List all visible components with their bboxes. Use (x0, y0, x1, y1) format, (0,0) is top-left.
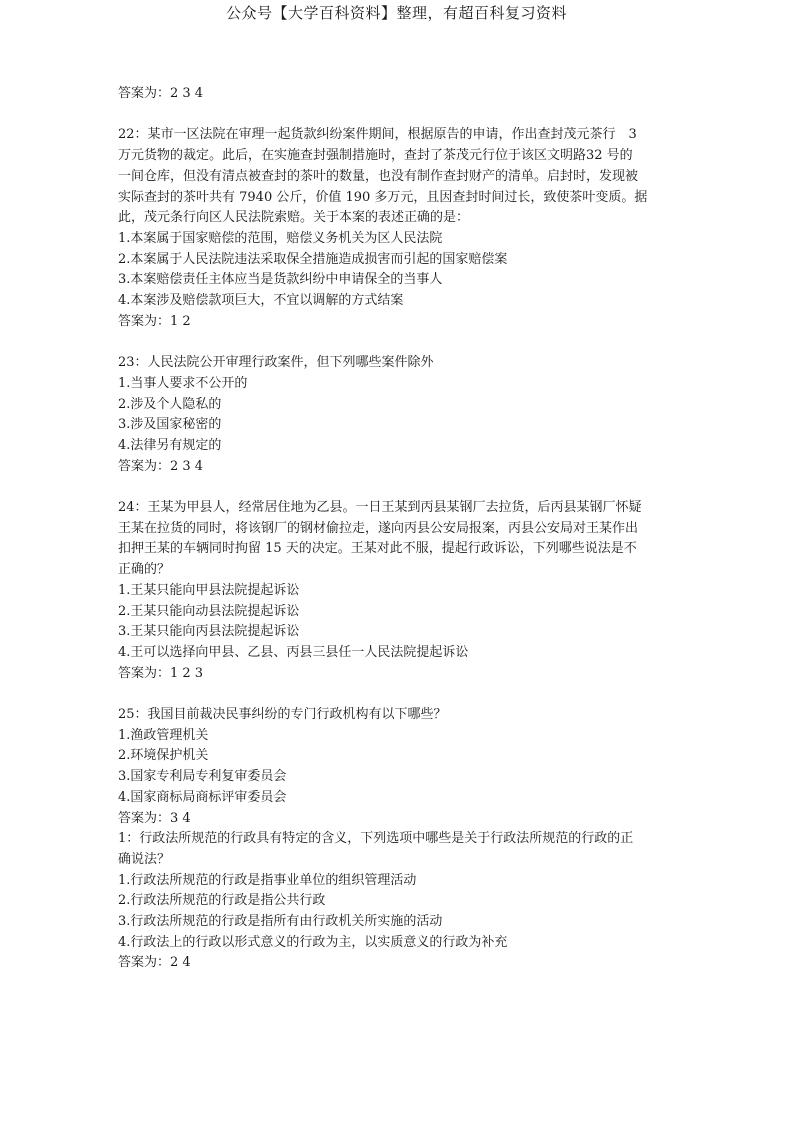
question-text: 23：人民法院公开审理行政案件，但下列哪些案件除外 (118, 355, 434, 371)
answer-line: 答案为：1 2 3 (118, 665, 204, 681)
option-3: 3.行政法所规范的行政是指所有由行政机关所实施的活动 (118, 914, 443, 930)
answer-line: 答案为：2 4 (118, 955, 191, 971)
question-text: 万元货物的裁定。此后，在实施查封强制措施时，查封了茶茂元行位于该区文明路32 号的 (118, 148, 633, 164)
document-body (118, 84, 683, 974)
question-1 (118, 829, 683, 974)
option-1: 1.本案属于国家赔偿的范围，赔偿义务机关为区人民法院 (118, 230, 443, 246)
question-text: 此，茂元条行向区人民法院索赔。关于本案的表述正确的是： (118, 210, 470, 226)
option-4: 4.法律另有规定的 (118, 437, 222, 453)
option-2: 2.行政法所规范的行政是指公共行政 (118, 893, 326, 909)
question-text: 扣押王某的车辆同时拘留 15 天的决定。王某对此不服，提起行政诉讼，下列哪些说法是不 (118, 541, 637, 557)
question-text: 25：我国目前裁决民事纠纷的专门行政机构有以下哪些？ (118, 707, 447, 723)
answer-line: 答案为：2 3 4 (118, 86, 204, 101)
question-text: 24：王某为甲县人，经常居住地为乙县。一日王某到丙县某钢厂去拉货，后丙县某钢厂怀疑 (118, 500, 642, 516)
option-3: 3.涉及国家秘密的 (118, 417, 222, 433)
option-1: 1.王某只能向甲县法院提起诉讼 (118, 582, 300, 598)
option-2: 2.本案属于人民法院违法采取保全措施造成损害而引起的国家赔偿案 (118, 251, 508, 267)
option-3: 3.国家专利局专利复审委员会 (118, 769, 287, 785)
answer-line: 答案为：2 3 4 (118, 458, 204, 474)
page-header: 公众号【大学百科资料】整理，有超百科复习资料 (225, 4, 567, 22)
option-4: 4.国家商标局商标评审委员会 (118, 789, 287, 805)
question-25 (118, 705, 683, 829)
option-2: 2.环境保护机关 (118, 748, 209, 764)
question-text: 正确的？ (118, 562, 171, 578)
option-4: 4.行政法上的行政以形式意义的行政为主，以实质意义的行政为补充 (118, 934, 508, 950)
question-text: 实际查封的茶叶共有 7940 公斤，价值 190 多万元，且因查封时间过长，致使茶叶变质。据 (118, 189, 648, 205)
question-24 (118, 498, 683, 684)
question-text: 1：行政法所规范的行政具有特定的含义，下列选项中哪些是关于行政法所规范的行政的正 (118, 831, 634, 847)
answer-line: 答案为：1 2 (118, 313, 191, 329)
question-text: 一间仓库，但没有清点被查封的茶叶的数量，也没有制作查封财产的清单。启封时，发现被 (118, 168, 639, 184)
question-text: 王某在拉货的同时，将该钢厂的钢材偷拉走，遂向丙县公安局报案，丙县公安局对王某作出 (118, 520, 639, 536)
question-text: 22：某市一区法院在审理一起货款纠纷案件期间，根据原告的申请，作出查封茂元茶行 3 (118, 127, 637, 143)
option-4: 4.本案涉及赔偿款项巨大，不宜以调解的方式结案 (118, 293, 404, 309)
answer-line: 答案为：3 4 (118, 810, 191, 826)
question-23 (118, 353, 683, 477)
question-text: 确说法？ (118, 851, 171, 867)
question-22 (118, 125, 683, 332)
option-4: 4.王可以选择向甲县、乙县、丙县三县任一人民法院提起诉讼 (118, 644, 469, 660)
option-2: 2.涉及个人隐私的 (118, 396, 222, 412)
option-3: 3.王某只能向丙县法院提起诉讼 (118, 624, 300, 640)
option-1: 1.当事人要求不公开的 (118, 375, 248, 391)
option-1: 1.行政法所规范的行政是指事业单位的组织管理活动 (118, 872, 417, 888)
option-2: 2.王某只能向动县法院提起诉讼 (118, 603, 300, 619)
option-1: 1.渔政管理机关 (118, 727, 209, 743)
option-3: 3.本案赔偿责任主体应当是货款纠纷中申请保全的当事人 (118, 272, 443, 288)
